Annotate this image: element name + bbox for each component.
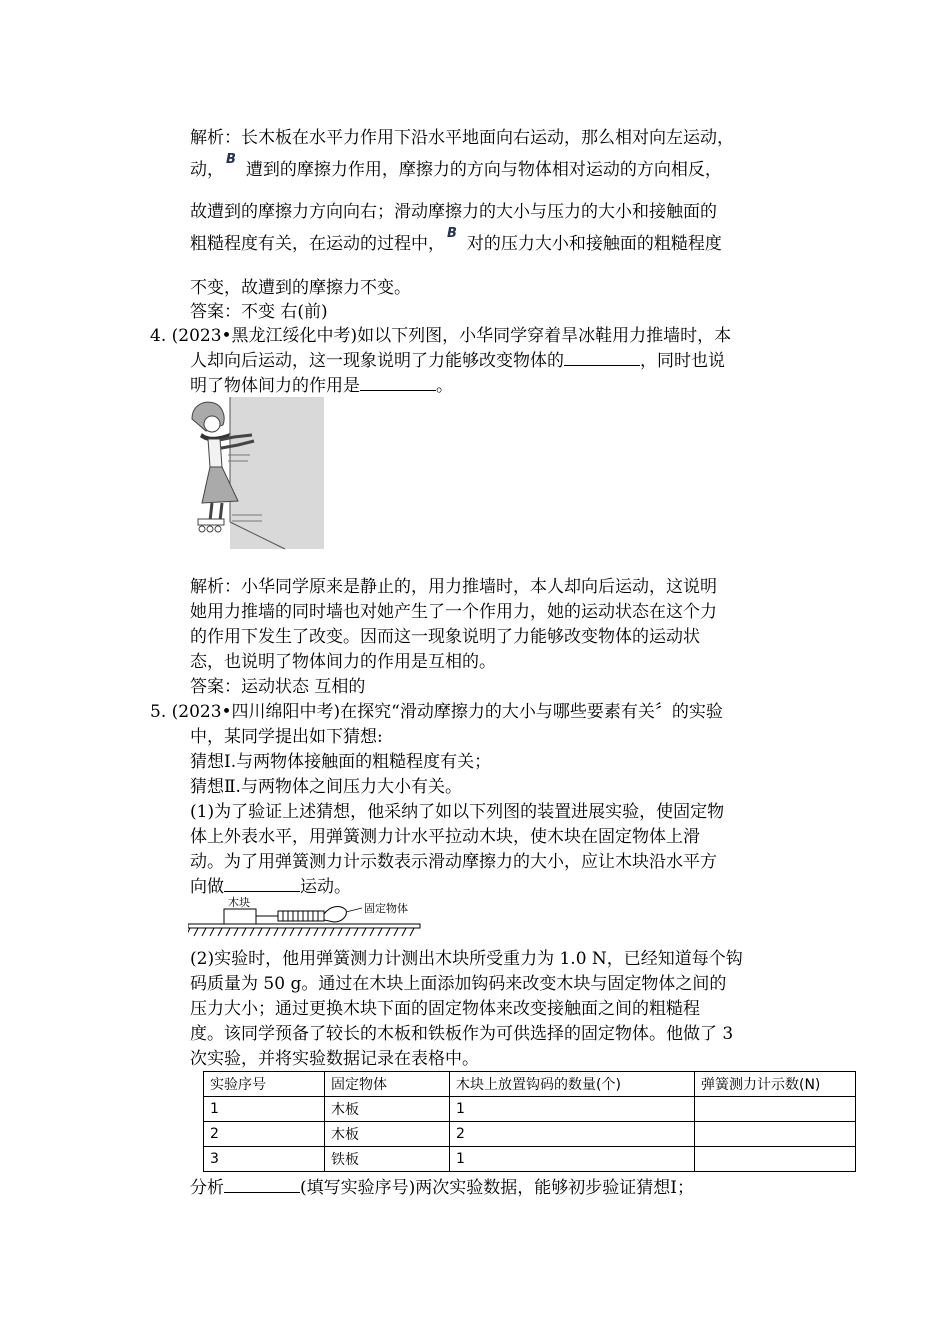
analysis3-line1: 解析：长木板在水平力作用下沿水平地面向右运动，那么相对向左运动，	[190, 128, 734, 148]
analysis3-line3: 故遭到的摩擦力方向向右；滑动摩擦力的大小与压力的大小和接触面的	[190, 202, 717, 222]
block-label: 木块	[228, 896, 250, 909]
q5-p2-line5: 次实验，并将实验数据记录在表格中。	[190, 1049, 479, 1069]
b-symbol: B	[226, 152, 236, 167]
table-cell: 1	[450, 1147, 695, 1172]
table-cell-empty[interactable]	[695, 1147, 856, 1172]
table-header-row	[204, 1072, 856, 1097]
table-row	[204, 1147, 856, 1172]
q5-p1-line4: 向做 运动。	[190, 877, 351, 897]
q5-p1-line2: 体上外表水平，用弹簧测力计水平拉动木块，使木块在固定物体上滑	[190, 827, 700, 847]
table-cell-empty[interactable]	[695, 1122, 856, 1147]
q5-p2-line4: 度。该同学预备了较长的木板和铁板作为可供选择的固定物体。他做了 3	[190, 1024, 734, 1044]
q5-p2-line3: 压力大小；通过更换木块下面的固定物体来改变接触面之间的粗糙程	[190, 999, 700, 1019]
table-cell: 3	[204, 1147, 325, 1172]
b-symbol: B	[447, 226, 457, 241]
table-header: 固定物体	[325, 1072, 450, 1097]
answer-blank[interactable]	[224, 1176, 300, 1193]
q4-line2: 人却向后运动，这一现象说明了力能够改变物体的 ，同时也说	[190, 351, 725, 371]
answer-blank[interactable]	[564, 349, 640, 366]
experiment-table	[203, 1071, 856, 1172]
analysis3-line2: 动，$^B$遭到的摩擦力作用，摩擦力的方向与物体相对运动的方向相反，	[190, 152, 722, 180]
q4-line3: 明了物体间力的作用是 。	[190, 376, 453, 396]
q4-line1: 4. (2023•黑龙江绥化中考)如以下列图，小华同学穿着旱冰鞋用力推墙时，本	[150, 326, 732, 346]
answer4: 答案：运动状态 互相的	[190, 677, 366, 697]
analysis4-line3: 的作用下发生了改变。因而这一现象说明了力能够改变物体的运动状	[190, 627, 700, 647]
table-header: 实验序号	[204, 1072, 325, 1097]
answer3: 答案：不变 右(前)	[190, 302, 328, 322]
q5-guess2: 猜想Ⅱ.与两物体之间压力大小有关。	[190, 777, 462, 797]
analysis4-line2: 她用力推墙的同时墙也对她产生了一个作用力，她的运动状态在这个力	[190, 602, 717, 622]
friction-apparatus-figure	[188, 896, 423, 938]
answer-blank[interactable]	[360, 374, 436, 391]
analysis4-line4: 态，也说明了物体间力的作用是互相的。	[190, 652, 496, 672]
q5-p1-line3: 动。为了用弹簧测力计示数表示滑动摩擦力的大小，应让木块沿水平方	[190, 852, 717, 872]
analysis3-line5: 不变，故遭到的摩擦力不变。	[190, 278, 411, 298]
table-cell: 1	[450, 1097, 695, 1122]
table-cell: 2	[204, 1122, 325, 1147]
table-row	[204, 1097, 856, 1122]
table-cell-empty[interactable]	[695, 1097, 856, 1122]
q5-p2-line1: (2)实验时，他用弹簧测力计测出木块所受重力为 1.0 N，已经知道每个钩	[190, 949, 743, 969]
q5-guess1: 猜想Ⅰ.与两物体接触面的粗糙程度有关；	[190, 752, 492, 772]
table-header: 木块上放置钩码的数量(个)	[450, 1072, 695, 1097]
table-cell: 1	[204, 1097, 325, 1122]
girl-pushing-wall-figure	[190, 397, 325, 550]
fixed-object-label: 固定物体	[364, 902, 408, 915]
answer-blank[interactable]	[224, 875, 300, 892]
q5-line1: 5. (2023•四川绵阳中考)在探究“滑动摩擦力的大小与哪些要素有关〞的实验	[150, 702, 723, 722]
table-row	[204, 1122, 856, 1147]
table-cell: 铁板	[325, 1147, 450, 1172]
table-cell: 2	[450, 1122, 695, 1147]
q5-last-line: 分析 (填写实验序号)两次实验数据，能够初步验证猜想Ⅰ；	[190, 1178, 694, 1198]
q5-p1-line1: (1)为了验证上述猜想，他采纳了如以下列图的装置进展实验，使固定物	[190, 802, 725, 822]
table-cell: 木板	[325, 1122, 450, 1147]
analysis3-line4: 粗糙程度有关，在运动的过程中，$^B$对的压力大小和接触面的粗糙程度	[190, 226, 722, 254]
q5-line2: 中，某同学提出如下猜想:	[190, 727, 383, 747]
table-cell: 木板	[325, 1097, 450, 1122]
table-header: 弹簧测力计示数(N)	[695, 1072, 856, 1097]
analysis4-line1: 解析：小华同学原来是静止的，用力推墙时，本人却向后运动，这说明	[190, 577, 717, 597]
q5-p2-line2: 码质量为 50 g。通过在木块上面添加钩码来改变木块与固定物体之间的	[190, 974, 727, 994]
